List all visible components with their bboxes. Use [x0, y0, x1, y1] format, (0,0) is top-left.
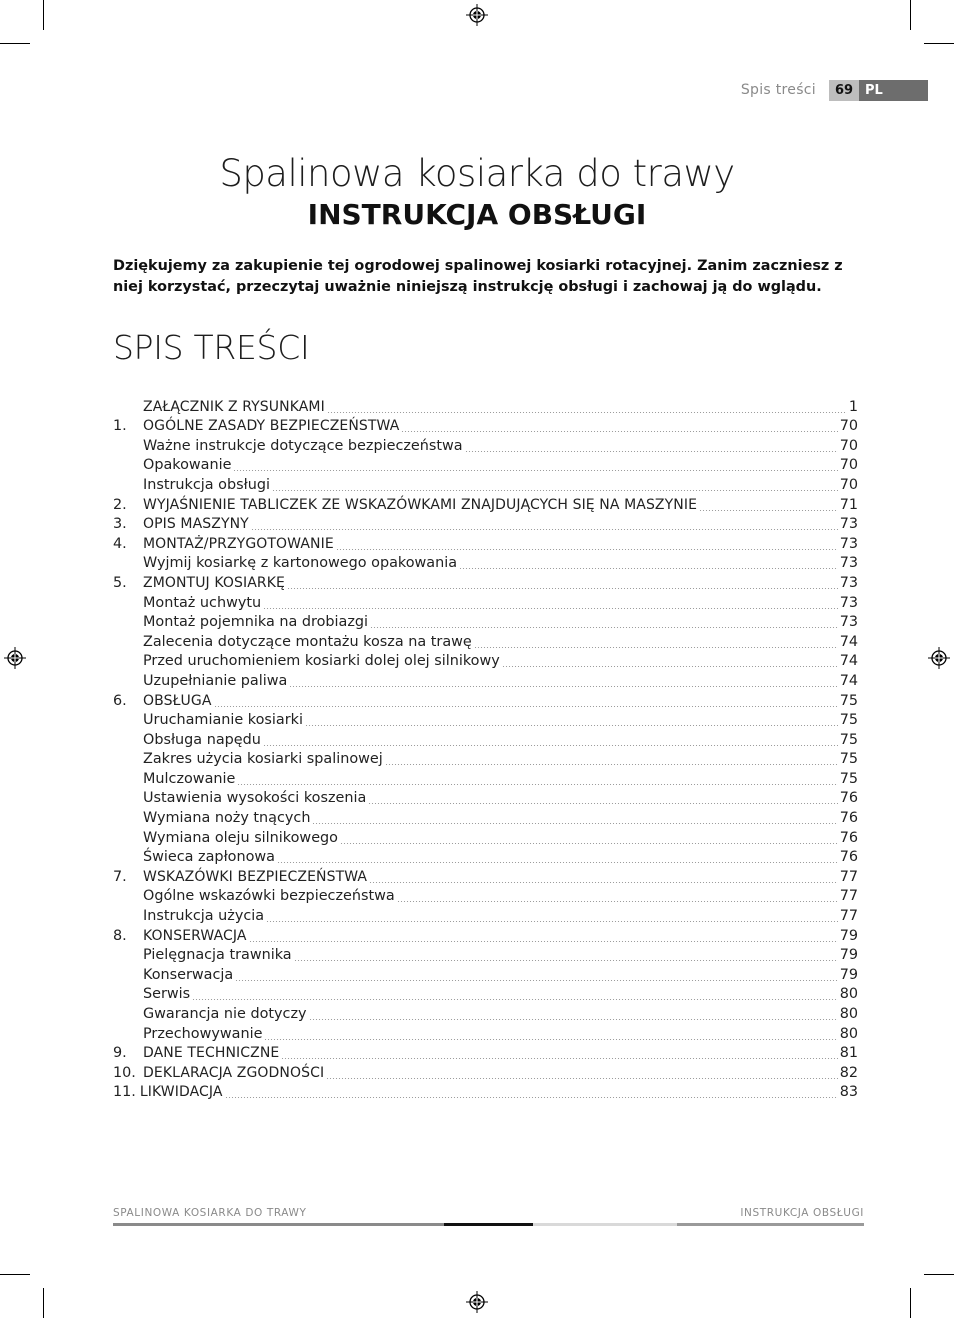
registration-mark-icon	[4, 647, 26, 669]
toc-dot-leader	[397, 901, 838, 902]
toc-entry-label: Ustawienia wysokości koszenia	[143, 790, 367, 807]
toc-entry[interactable]	[113, 1083, 858, 1103]
toc-entry-label: ZMONTUJ KOSIARKĘ	[143, 574, 285, 591]
toc-entry[interactable]	[113, 711, 858, 731]
toc-entry-page: 73	[839, 535, 858, 552]
table-of-contents	[113, 397, 858, 1102]
toc-entry-label: Ogólne wskazówki bezpieczeństwa	[143, 888, 395, 905]
toc-entry[interactable]	[113, 867, 858, 887]
toc-entry-label: WYJAŚNIENIE TABLICZEK ZE WSKAZÓWKAMI ZNAJDUJĄCYCH SIĘ NA MASZYNIE	[143, 496, 698, 513]
registration-mark-icon	[466, 4, 488, 26]
toc-dot-leader	[249, 941, 838, 942]
toc-dot-leader	[289, 686, 837, 687]
crop-mark	[910, 0, 911, 30]
toc-entry-number: 6.	[113, 692, 127, 709]
toc-entry[interactable]	[113, 926, 858, 946]
footer-bar-segment	[113, 1223, 444, 1226]
toc-entry-page: 75	[839, 731, 858, 748]
footer-right-text: INSTRUKCJA OBSŁUGI	[740, 1207, 864, 1219]
toc-entry-label: LIKWIDACJA	[139, 1084, 223, 1101]
toc-entry[interactable]	[113, 808, 858, 828]
toc-entry-page: 75	[839, 751, 858, 768]
toc-entry-page: 79	[839, 947, 858, 964]
toc-dot-leader	[192, 999, 838, 1000]
toc-entry-number: 1.	[113, 418, 127, 435]
toc-entry[interactable]	[113, 965, 858, 985]
toc-entry-label: WSKAZÓWKI BEZPIECZEŃSTWA	[143, 868, 368, 885]
toc-dot-leader	[369, 882, 838, 883]
toc-entry-page: 80	[839, 1025, 858, 1042]
toc-dot-leader	[699, 510, 838, 511]
toc-dot-leader	[336, 549, 838, 550]
toc-dot-leader	[272, 490, 838, 491]
toc-entry-page: 1	[848, 398, 858, 415]
toc-entry[interactable]	[113, 632, 858, 652]
toc-entry-label: Serwis	[143, 986, 191, 1003]
toc-dot-leader	[326, 1078, 837, 1079]
toc-entry-page: 83	[839, 1084, 858, 1101]
toc-entry[interactable]	[113, 593, 858, 613]
toc-entry-page: 76	[839, 810, 858, 827]
toc-entry[interactable]	[113, 613, 858, 633]
footer-left-text: SPALINOWA KOSIARKA DO TRAWY	[113, 1207, 307, 1219]
toc-entry[interactable]	[113, 1044, 858, 1064]
toc-entry[interactable]	[113, 554, 858, 574]
toc-entry-page: 73	[839, 574, 858, 591]
toc-entry-label: ZAŁĄCZNIK Z RYSUNKAMI	[143, 398, 325, 415]
toc-entry[interactable]	[113, 769, 858, 789]
toc-entry-page: 80	[839, 986, 858, 1003]
toc-entry[interactable]	[113, 417, 858, 437]
toc-dot-leader	[264, 1039, 837, 1040]
registration-mark-icon	[928, 647, 950, 669]
toc-entry-label: KONSERWACJA	[143, 927, 247, 944]
toc-entry-page: 75	[839, 692, 858, 709]
toc-entry[interactable]	[113, 906, 858, 926]
toc-entry-label: Zakres użycia kosiarki spalinowej	[143, 751, 383, 768]
crop-mark	[924, 43, 954, 44]
header-page-number: 69	[829, 80, 859, 101]
crop-mark	[910, 1288, 911, 1318]
toc-dot-leader	[368, 803, 837, 804]
toc-entry-page: 77	[839, 868, 858, 885]
toc-entry-page: 74	[839, 633, 858, 650]
document-subtitle: INSTRUKCJA OBSŁUGI	[307, 198, 647, 231]
document-title: Spalinowa kosiarka do trawy	[219, 152, 735, 195]
toc-dot-leader	[225, 1097, 838, 1098]
toc-entry[interactable]	[113, 475, 858, 495]
crop-mark	[924, 1274, 954, 1275]
toc-entry-label: Obsługa napędu	[143, 731, 261, 748]
toc-entry-page: 76	[839, 790, 858, 807]
toc-entry[interactable]	[113, 887, 858, 907]
toc-entry-label: DEKLARACJA ZGODNOŚCI	[143, 1064, 325, 1081]
toc-entry-number: 8.	[113, 927, 127, 944]
toc-entry-label: Zalecenia dotyczące montażu kosza na trawę	[143, 633, 472, 650]
toc-entry-label: OGÓLNE ZASADY BEZPIECZEŃSTWA	[143, 418, 400, 435]
toc-entry[interactable]	[113, 534, 858, 554]
toc-entry-label: Instrukcja użycia	[143, 908, 265, 925]
toc-entry-label: Mulczowanie	[143, 770, 236, 787]
toc-entry-number: 4.	[113, 535, 127, 552]
toc-entry[interactable]	[113, 789, 858, 809]
toc-entry-page: 79	[839, 966, 858, 983]
toc-dot-leader	[309, 1019, 838, 1020]
toc-entry-page: 77	[839, 908, 858, 925]
toc-entry-number: 5.	[113, 574, 127, 591]
toc-entry-label: Wyjmij kosiarkę z kartonowego opakowania	[143, 555, 458, 572]
toc-entry-label: Instrukcja obsługi	[143, 476, 270, 493]
toc-entry[interactable]	[113, 436, 858, 456]
footer-bar-segment	[444, 1223, 533, 1226]
toc-entry-page: 73	[839, 594, 858, 611]
toc-entry-page: 75	[839, 770, 858, 787]
toc-heading: SPIS TREŚCI	[113, 328, 310, 367]
toc-dot-leader	[305, 725, 838, 726]
toc-entry-page: 76	[839, 829, 858, 846]
toc-entry[interactable]	[113, 1024, 858, 1044]
toc-dot-leader	[251, 529, 838, 530]
toc-entry-page: 70	[839, 418, 858, 435]
toc-entry-number: 2.	[113, 496, 127, 513]
crop-mark	[0, 43, 30, 44]
toc-entry-page: 71	[839, 496, 858, 513]
toc-entry-label: MONTAŻ/PRZYGOTOWANIE	[143, 535, 334, 552]
toc-entry-page: 73	[839, 614, 858, 631]
toc-dot-leader	[266, 921, 838, 922]
toc-entry-label: Przed uruchomieniem kosiarki dolej olej silnikowy	[143, 653, 500, 670]
toc-entry-page: 70	[839, 476, 858, 493]
toc-dot-leader	[459, 568, 838, 569]
toc-entry-label: DANE TECHNICZNE	[143, 1045, 280, 1062]
header-section-title: Spis treści	[740, 82, 816, 98]
toc-entry-label: Uruchamianie kosiarki	[143, 712, 303, 729]
toc-entry[interactable]	[113, 671, 858, 691]
toc-dot-leader	[237, 784, 837, 785]
toc-entry[interactable]	[113, 946, 858, 966]
toc-entry-page: 81	[839, 1045, 858, 1062]
footer-bar-segment	[677, 1223, 864, 1226]
toc-entry-label: Przechowywanie	[143, 1025, 263, 1042]
toc-entry-page: 75	[839, 712, 858, 729]
toc-dot-leader	[281, 1058, 837, 1059]
toc-entry[interactable]	[113, 495, 858, 515]
toc-entry[interactable]	[113, 1004, 858, 1024]
toc-dot-leader	[214, 706, 838, 707]
toc-entry-number: 9.	[113, 1045, 127, 1062]
toc-entry-number: 11.	[113, 1084, 136, 1101]
toc-entry-label: Konserwacja	[143, 966, 234, 983]
toc-dot-leader	[235, 980, 837, 981]
toc-entry[interactable]	[113, 1063, 858, 1083]
toc-dot-leader	[401, 431, 837, 432]
crop-mark	[0, 1274, 30, 1275]
toc-entry[interactable]	[113, 397, 858, 417]
toc-entry[interactable]	[113, 730, 858, 750]
toc-entry-page: 82	[839, 1064, 858, 1081]
toc-entry-page: 70	[839, 437, 858, 454]
toc-entry-label: Wymiana noży tnących	[143, 810, 311, 827]
toc-entry-label: OPIS MASZYNY	[143, 516, 249, 533]
toc-entry-page: 79	[839, 927, 858, 944]
footer-bar-segment	[533, 1223, 677, 1226]
crop-mark	[43, 1288, 44, 1318]
toc-dot-leader	[287, 588, 838, 589]
toc-entry-label: Wymiana oleju silnikowego	[143, 829, 338, 846]
toc-entry[interactable]	[113, 691, 858, 711]
toc-dot-leader	[474, 647, 838, 648]
toc-dot-leader	[312, 823, 837, 824]
toc-entry-label: Montaż uchwytu	[143, 594, 262, 611]
toc-dot-leader	[263, 745, 838, 746]
toc-entry-page: 70	[839, 457, 858, 474]
toc-entry-page: 80	[839, 1006, 858, 1022]
toc-entry-page: 73	[839, 516, 858, 533]
toc-dot-leader	[294, 960, 838, 961]
toc-entry[interactable]	[113, 985, 858, 1005]
toc-entry[interactable]	[113, 456, 858, 476]
toc-dot-leader	[502, 666, 838, 667]
toc-entry-number: 3.	[113, 516, 127, 533]
toc-dot-leader	[370, 627, 838, 628]
toc-dot-leader	[233, 470, 837, 471]
toc-entry[interactable]	[113, 848, 858, 868]
toc-dot-leader	[277, 862, 838, 863]
toc-entry[interactable]	[113, 652, 858, 672]
intro-paragraph: Dziękujemy za zakupienie tej ogrodowej spalinowej kosiarki rotacyjnej. Zanim zaczniesz z niej korzystać, przeczytaj uważnie niniejszą instrukcję obsługi i zachowaj ją do wglądu.	[113, 258, 843, 295]
toc-entry[interactable]	[113, 515, 858, 535]
registration-mark-icon	[466, 1291, 488, 1313]
toc-entry-label: OBSŁUGA	[143, 692, 212, 709]
toc-dot-leader	[385, 764, 838, 765]
toc-dot-leader	[340, 843, 838, 844]
toc-entry-label: Ważne instrukcje dotyczące bezpieczeństwa	[143, 437, 463, 454]
toc-dot-leader	[263, 608, 838, 609]
toc-entry-label: Świeca zapłonowa	[143, 849, 275, 866]
toc-entry-page: 76	[839, 849, 858, 866]
toc-entry[interactable]	[113, 573, 858, 593]
toc-entry-label: Uzupełnianie paliwa	[143, 672, 288, 689]
toc-entry-page: 74	[839, 653, 858, 670]
toc-entry-label: Gwarancja nie dotyczy	[143, 1006, 307, 1022]
toc-entry-page: 74	[839, 672, 858, 689]
toc-entry-number: 7.	[113, 868, 127, 885]
toc-entry-label: Pielęgnacja trawnika	[143, 947, 292, 964]
toc-entry-page: 77	[839, 888, 858, 905]
toc-entry-page: 73	[839, 555, 858, 572]
toc-entry-label: Opakowanie	[143, 457, 232, 474]
toc-entry[interactable]	[113, 750, 858, 770]
crop-mark	[43, 0, 44, 30]
toc-dot-leader	[327, 412, 847, 413]
toc-dot-leader	[465, 451, 838, 452]
toc-entry-label: Montaż pojemnika na drobiazgi	[143, 614, 369, 631]
toc-entry[interactable]	[113, 828, 858, 848]
header-language-badge: PL	[859, 80, 928, 101]
toc-entry-number: 10.	[113, 1064, 136, 1081]
